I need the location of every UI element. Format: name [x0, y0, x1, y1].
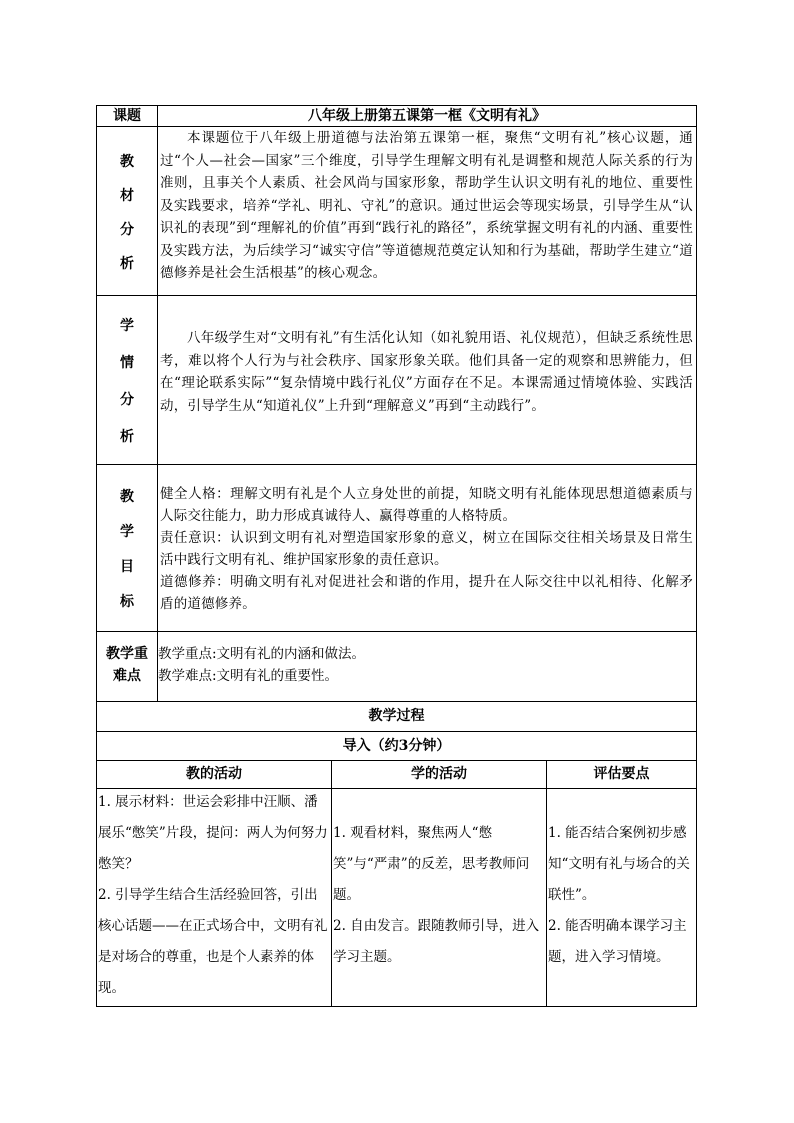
label-char: 材 [120, 188, 134, 204]
label-line: 难点 [113, 668, 141, 684]
material-analysis-label [97, 127, 157, 295]
column-header-evaluation: 评估要点 [593, 766, 650, 782]
student-activity-cell [332, 818, 546, 973]
border-bottom [96, 1006, 697, 1007]
teacher-activity-item: 1. 展示材料：世运会彩排中汪顺、潘展乐“憋笑”片段，提问：两人为何努力憋笑？ [98, 794, 328, 872]
column-header-teacher: 教的活动 [186, 766, 242, 782]
process-title: 教学过程 [368, 708, 425, 724]
material-analysis-text [158, 127, 695, 285]
label-char: 分 [120, 391, 134, 408]
lesson-title: 八年级上册第五课第一框《文明有礼》 [308, 108, 546, 124]
paragraph: 八年级学生对“文明有礼”有生活化认知（如礼貌用语、礼仪规范），但缺乏系统性思考，难以将个人行为与社会秩序、国家形象关联。他们具备一定的观察和思辨能力，但在“理论联系实际”“复杂情境中践行礼仪”方面存在不足。本课需通过情境体验、实践活动，引导学生从“知道礼仪”上升到“理解意义”再到“主动践行”。 [160, 330, 693, 414]
evaluation-cell [547, 818, 696, 973]
goal-item: 道德修养：明确文明有礼对促进社会和谐的作用，提升在人际交往中以礼相待、化解矛盾的道德修养。 [160, 574, 693, 612]
label-char: 教 [120, 488, 134, 505]
label-char: 情 [120, 354, 134, 371]
topic-label: 课题 [113, 108, 141, 124]
label-char: 析 [120, 256, 134, 272]
teacher-activity-cell [97, 787, 331, 1004]
key-points-text [158, 643, 695, 687]
label-char: 目 [120, 558, 134, 575]
key-points-label [97, 643, 157, 687]
label-char: 学 [120, 317, 134, 334]
key-point: 教学重点:文明有礼的内涵和做法。 [158, 646, 366, 662]
student-activity-item: 2. 自由发言。跟随教师引导，进入学习主题。 [333, 918, 540, 965]
stage-title: 导入（约3分钟） [342, 738, 451, 754]
column-header-student: 学的活动 [411, 766, 467, 782]
label-char: 分 [120, 222, 134, 238]
teacher-activity-item: 2. 引导学生结合生活经验回答，引出核心话题——在正式场合中，文明有礼是对场合的尊重，也是个人素养的体现。 [98, 887, 328, 996]
row-divider [96, 464, 697, 465]
goal-item: 责任意识：认识到文明有礼对塑造国家形象的意义，树立在国际交往相关场景及日常生活中践行文明有礼、维护国家形象的责任意识。 [160, 530, 693, 568]
difficult-point: 教学难点:文明有礼的重要性。 [158, 668, 339, 684]
row-divider [96, 295, 697, 296]
paragraph: 本课题位于八年级上册道德与法治第五课第一框，聚焦“文明有礼”核心议题，通过“个人—社会—国家”三个维度，引导学生理解文明有礼是调整和规范人际关系的行为准则，且事关个人素质、社会风尚与国家形象，帮助学生认识文明有礼的地位、重要性及实践要求，培养“学礼、明礼、守礼”的意识。通过世运会等现实场景，引导学生从“认识礼的表现”到“理解礼的价值”再到“践行礼的路径”，系统掌握文明有礼的内涵、重要性及实践方法，为后续学习“诚实守信”等道德规范奠定认知和行为基础，帮助学生建立“道德修养是社会生活根基”的核心观念。 [160, 130, 693, 281]
border-right [696, 105, 697, 1007]
label-char: 教 [120, 154, 134, 170]
teaching-goals-label [97, 465, 157, 631]
student-analysis-label [97, 296, 157, 464]
label-char: 标 [120, 593, 134, 610]
evaluation-item: 2. 能否明确本课学习主题，进入学习情境。 [548, 918, 687, 965]
student-analysis-text [158, 327, 695, 417]
label-char: 学 [120, 523, 134, 540]
label-char: 析 [120, 428, 134, 445]
teaching-goals-text [158, 483, 695, 615]
label-line: 教学重 [106, 646, 148, 662]
row-divider [96, 631, 697, 632]
student-activity-item: 1. 观看材料，聚焦两人“憋笑”与“严肃”的反差，思考教师问题。 [333, 825, 530, 903]
goal-item: 健全人格：理解文明有礼是个人立身处世的前提，知晓文明有礼能体现思想道德素质与人际交往能力，助力形成真诚待人、赢得尊重的人格特质。 [160, 486, 693, 524]
evaluation-item: 1. 能否结合案例初步感知“文明有礼与场合的关联性”。 [548, 825, 690, 903]
